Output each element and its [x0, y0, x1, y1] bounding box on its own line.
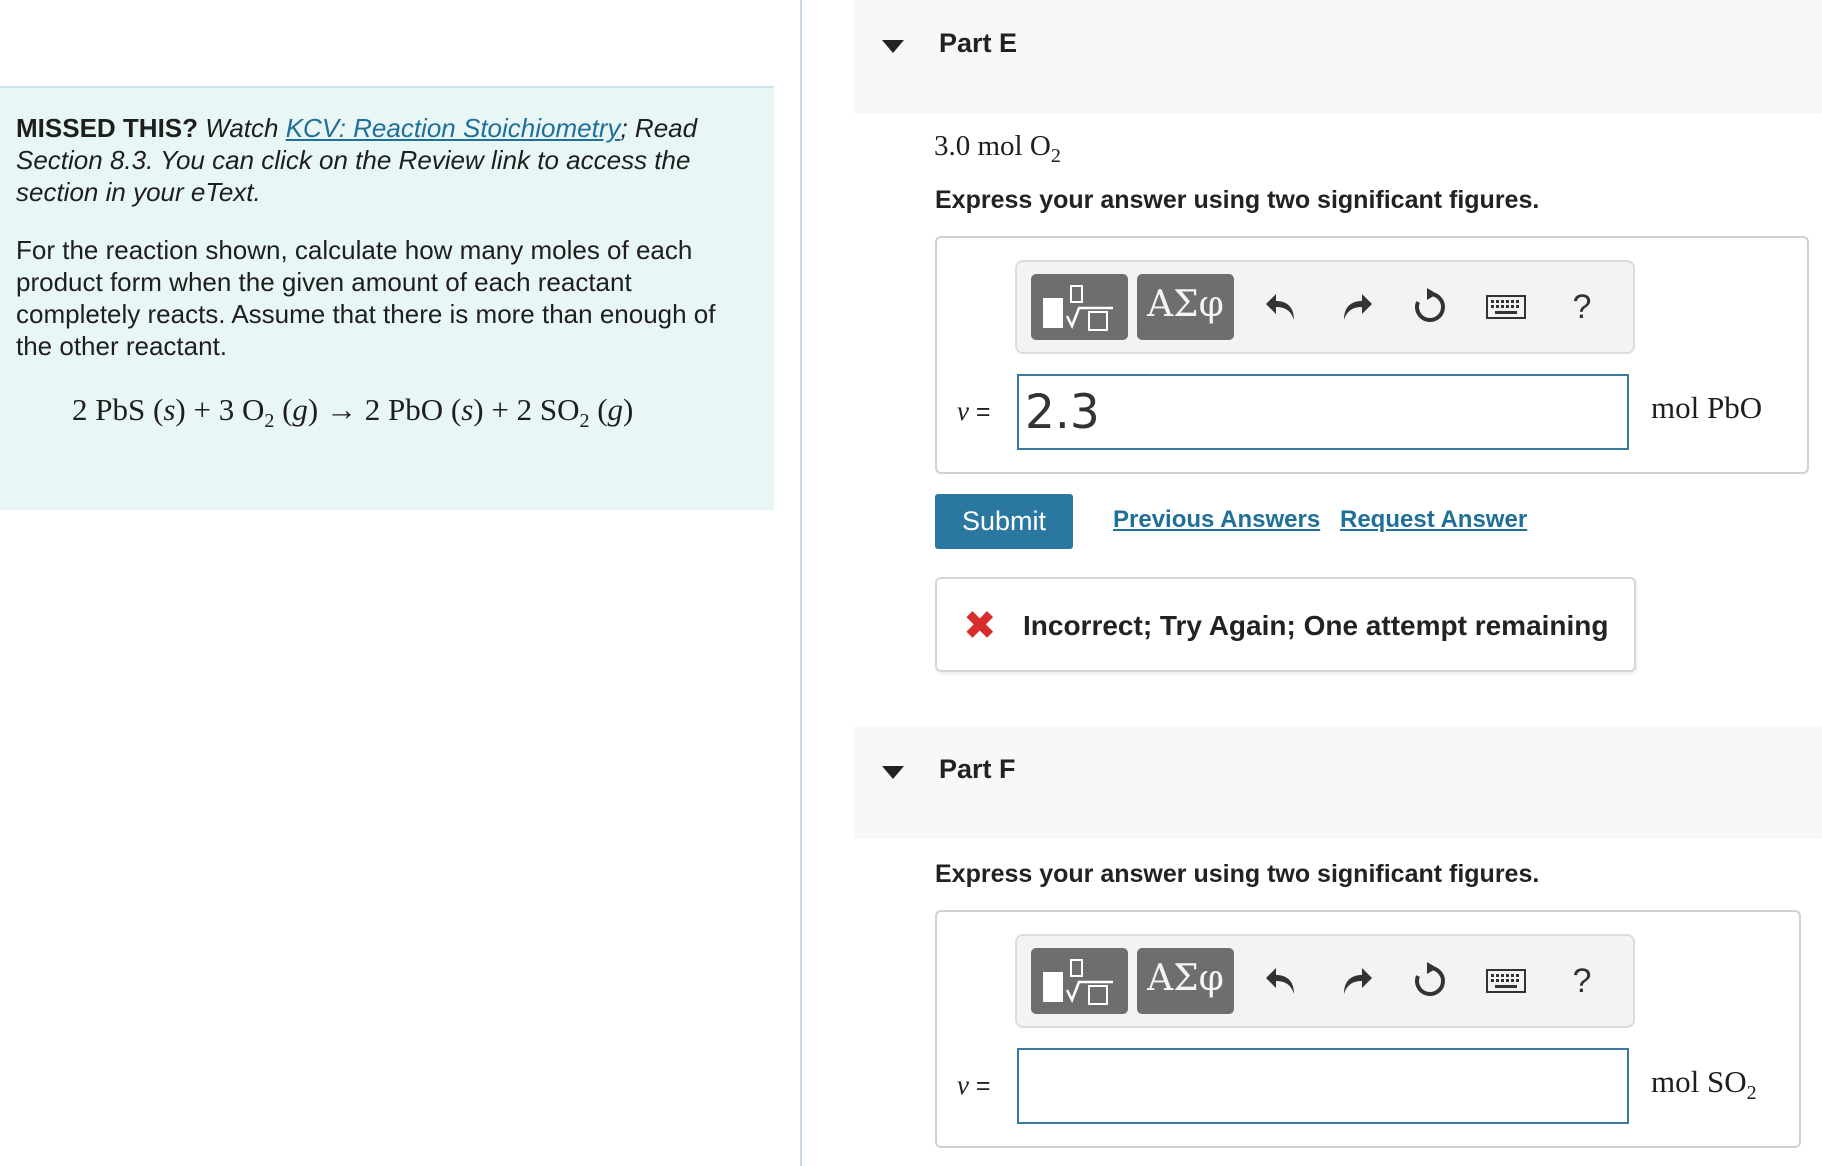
collapse-triangle-icon[interactable]	[882, 40, 904, 53]
greek-symbols-button[interactable]	[1137, 948, 1234, 1014]
math-toolbar	[1015, 934, 1635, 1028]
part-e-answer-input[interactable]	[1017, 374, 1629, 450]
read-text: ; Read Section 8.3. You can click on the Review link to access the section in your eText.	[16, 113, 698, 207]
part-f-title: Part F	[939, 754, 1016, 784]
request-answer-link[interactable]: Request Answer	[1340, 506, 1528, 533]
part-e-given: 3.0 mol $O_2$	[934, 130, 1061, 167]
part-f-unit: mol $SO_2$	[1651, 1064, 1757, 1105]
previous-answers-link[interactable]: Previous Answers	[1113, 506, 1321, 533]
watch-text: Watch	[205, 113, 279, 143]
reset-icon	[1411, 962, 1449, 1000]
part-f-instruction: Express your answer using two significant figures.	[935, 860, 1540, 888]
submit-button[interactable]: Submit	[935, 494, 1073, 549]
part-f-variable-label: ν =	[957, 1070, 991, 1100]
math-toolbar	[1015, 260, 1635, 354]
keyboard-button[interactable]	[1481, 956, 1531, 1006]
incorrect-x-icon: ✖	[963, 604, 997, 648]
greek-symbols-button[interactable]	[1137, 274, 1234, 340]
part-e-header[interactable]	[854, 0, 1822, 113]
greek-label: ΑΣφ	[1147, 958, 1224, 999]
video-link[interactable]: KCV: Reaction Stoichiometry	[285, 113, 621, 143]
part-e-title: Part E	[939, 28, 1018, 58]
reset-button[interactable]	[1405, 956, 1455, 1006]
keyboard-icon	[1486, 969, 1526, 993]
missed-this-note	[16, 112, 758, 208]
undo-button[interactable]	[1257, 282, 1307, 332]
reset-button[interactable]	[1405, 282, 1455, 332]
redo-icon	[1338, 290, 1374, 324]
keyboard-button[interactable]	[1481, 282, 1531, 332]
redo-button[interactable]	[1331, 282, 1381, 332]
problem-prompt: For the reaction shown, calculate how many moles of each product form when the given amount of each reactant completely reacts. Assume that there is more than enough of the other reactant.	[16, 235, 716, 361]
greek-label: ΑΣφ	[1147, 284, 1224, 325]
templates-button[interactable]	[1031, 948, 1128, 1014]
help-button[interactable]	[1557, 956, 1607, 1006]
templates-button[interactable]	[1031, 274, 1128, 340]
help-icon: ?	[1572, 961, 1592, 1000]
undo-icon	[1264, 964, 1300, 998]
missed-label: MISSED THIS?	[16, 113, 199, 143]
redo-button[interactable]	[1331, 956, 1381, 1006]
help-button[interactable]	[1557, 282, 1607, 332]
part-e-instruction: Express your answer using two significant figures.	[935, 186, 1540, 214]
part-f-answer-frame	[935, 910, 1801, 1148]
problem-panel	[0, 0, 800, 1166]
collapse-triangle-icon[interactable]	[882, 766, 904, 779]
panel-divider	[800, 0, 802, 1166]
templates-icon	[1031, 274, 1128, 340]
undo-icon	[1264, 290, 1300, 324]
part-e-variable-label: ν =	[957, 396, 991, 426]
templates-icon	[1031, 948, 1128, 1014]
help-icon: ?	[1572, 287, 1592, 326]
part-e-unit: mol PbO	[1651, 390, 1763, 425]
part-e-answer-frame	[935, 236, 1809, 474]
part-f-answer-input[interactable]	[1017, 1048, 1629, 1124]
reaction-equation: 2 PbS (s) + 3 $O_2$ (g) → 2 PbO (s) + 2 $SO_2$ (g)	[72, 392, 634, 433]
redo-icon	[1338, 964, 1374, 998]
reset-icon	[1411, 288, 1449, 326]
undo-button[interactable]	[1257, 956, 1307, 1006]
feedback-message: Incorrect; Try Again; One attempt remaining	[1023, 610, 1609, 641]
feedback-box	[935, 577, 1636, 672]
part-f-header[interactable]	[854, 726, 1822, 839]
keyboard-icon	[1486, 295, 1526, 319]
intro-box	[0, 86, 774, 510]
